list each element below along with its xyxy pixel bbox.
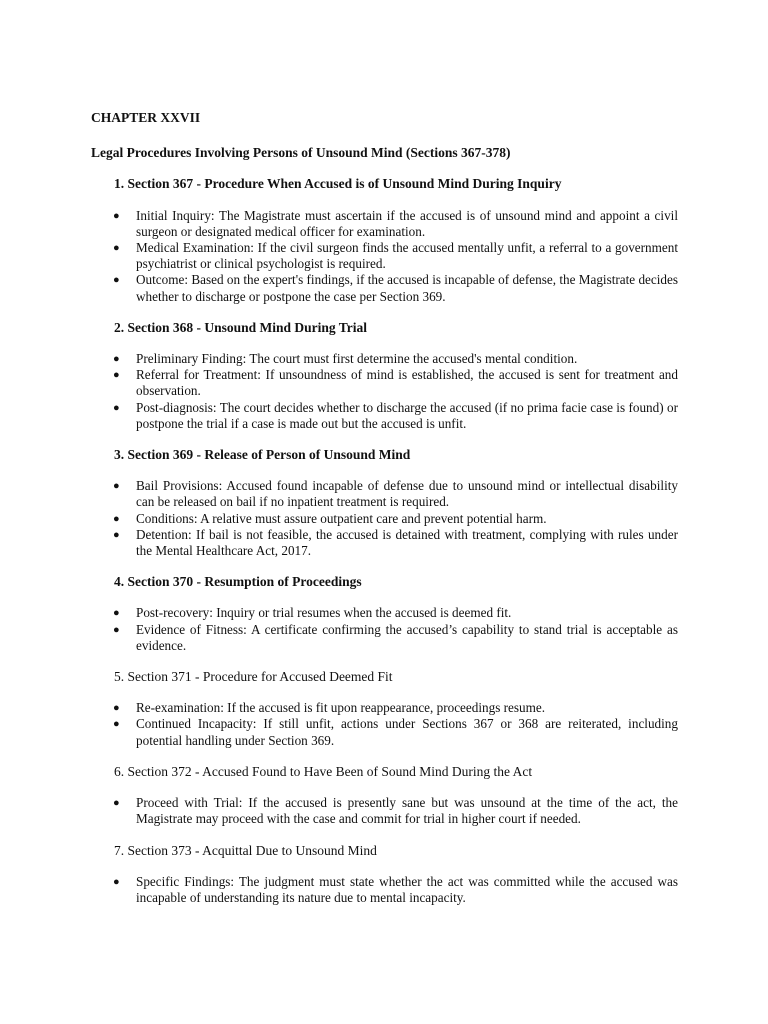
bullet-list (91, 478, 678, 559)
list-item (91, 527, 678, 559)
list-item-text: Proceed with Trial: If the accused is presently sane but was unsound at the time of the act, the Magistrate may proceed with the case and commit for trial in higher court if needed. (136, 795, 678, 827)
bullet-list (91, 795, 678, 827)
list-item-text: Initial Inquiry: The Magistrate must ascertain if the accused is of unsound mind and appoint a civil surgeon or designated medical officer for examination. (136, 207, 678, 239)
list-item-text: Post-recovery: Inquiry or trial resumes when the accused is deemed fit. (136, 605, 512, 621)
bullet-icon: ● (113, 401, 120, 414)
list-item-text: Post-diagnosis: The court decides whether to discharge the accused (if no prima facie case is found) or postpone the trial if a case is made out but the accused is unfit. (136, 399, 678, 431)
bullet-list (91, 605, 678, 654)
list-item-text: Preliminary Finding: The court must first determine the accused's mental condition. (136, 351, 578, 367)
section-heading: 3. Section 369 - Release of Person of Unsound Mind (114, 447, 411, 463)
list-item-text: Outcome: Based on the expert's findings, if the accused is incapable of defense, the Magistrate decides whether to discharge or postpone the case per Section 369. (136, 272, 678, 304)
list-item (91, 716, 678, 748)
bullet-icon: ● (113, 875, 120, 888)
bullet-icon: ● (113, 242, 120, 255)
bullet-icon: ● (113, 718, 120, 731)
list-item-text: Specific Findings: The judgment must state whether the act was committed while the accused was incapable of understanding its nature due to mental incapacity. (136, 873, 678, 905)
section-heading: 6. Section 372 - Accused Found to Have Been of Sound Mind During the Act (114, 763, 533, 779)
document-content (91, 110, 678, 921)
section-heading: 2. Section 368 - Unsound Mind During Trial (114, 319, 368, 335)
list-item (91, 622, 678, 654)
document-title: Legal Procedures Involving Persons of Unsound Mind (Sections 367-378) (91, 145, 511, 161)
bullet-icon: ● (113, 274, 120, 287)
section-heading: 4. Section 370 - Resumption of Proceedings (114, 574, 362, 590)
list-item-text: Conditions: A relative must assure outpatient care and prevent potential harm. (136, 510, 547, 526)
section-heading: 1. Section 367 - Procedure When Accused is of Unsound Mind During Inquiry (114, 176, 562, 192)
list-item-text: Medical Examination: If the civil surgeon finds the accused mentally unfit, a referral to a government psychiatrist or clinical psychologist is required. (136, 240, 678, 272)
chapter-heading: CHAPTER XXVII (91, 110, 201, 125)
list-item-text: Bail Provisions: Accused found incapable of defense due to unsound mind or intellectual disability can be released on bail if no inpatient treatment is required. (136, 478, 678, 510)
list-item (91, 795, 678, 827)
bullet-icon: ● (113, 702, 120, 715)
bullet-icon: ● (113, 480, 120, 493)
list-item (91, 700, 678, 716)
bullet-list (91, 700, 678, 749)
list-item (91, 351, 678, 367)
bullet-icon: ● (113, 512, 120, 525)
list-item (91, 240, 678, 272)
list-item-text: Evidence of Fitness: A certificate confirming the accused’s capability to stand trial is acceptable as evidence. (136, 621, 678, 653)
bullet-icon: ● (113, 623, 120, 636)
bullet-icon: ● (113, 607, 120, 620)
bullet-icon: ● (113, 797, 120, 810)
bullet-list (91, 351, 678, 432)
bullet-list (91, 208, 678, 305)
bullet-icon: ● (113, 528, 120, 541)
bullet-icon: ● (113, 209, 120, 222)
list-item (91, 367, 678, 399)
list-item (91, 208, 678, 240)
list-item-text: Continued Incapacity: If still unfit, actions under Sections 367 or 368 are reiterated, including potential handling under Section 369. (136, 716, 678, 748)
list-item (91, 400, 678, 432)
section-heading: 5. Section 371 - Procedure for Accused Deemed Fit (114, 669, 393, 685)
list-item (91, 511, 678, 527)
list-item-text: Referral for Treatment: If unsoundness of mind is established, the accused is sent for treatment and observation. (136, 367, 678, 399)
list-item-text: Re-examination: If the accused is fit upon reappearance, proceedings resume. (136, 700, 546, 716)
bullet-icon: ● (113, 369, 120, 382)
bullet-icon: ● (113, 353, 120, 366)
section-heading: 7. Section 373 - Acquittal Due to Unsound Mind (114, 842, 377, 858)
list-item (91, 478, 678, 510)
list-item-text: Detention: If bail is not feasible, the accused is detained with treatment, complying with rules under the Mental Healthcare Act, 2017. (136, 526, 678, 559)
list-item (91, 605, 678, 621)
bullet-list (91, 874, 678, 906)
list-item (91, 272, 678, 304)
list-item (91, 874, 678, 906)
